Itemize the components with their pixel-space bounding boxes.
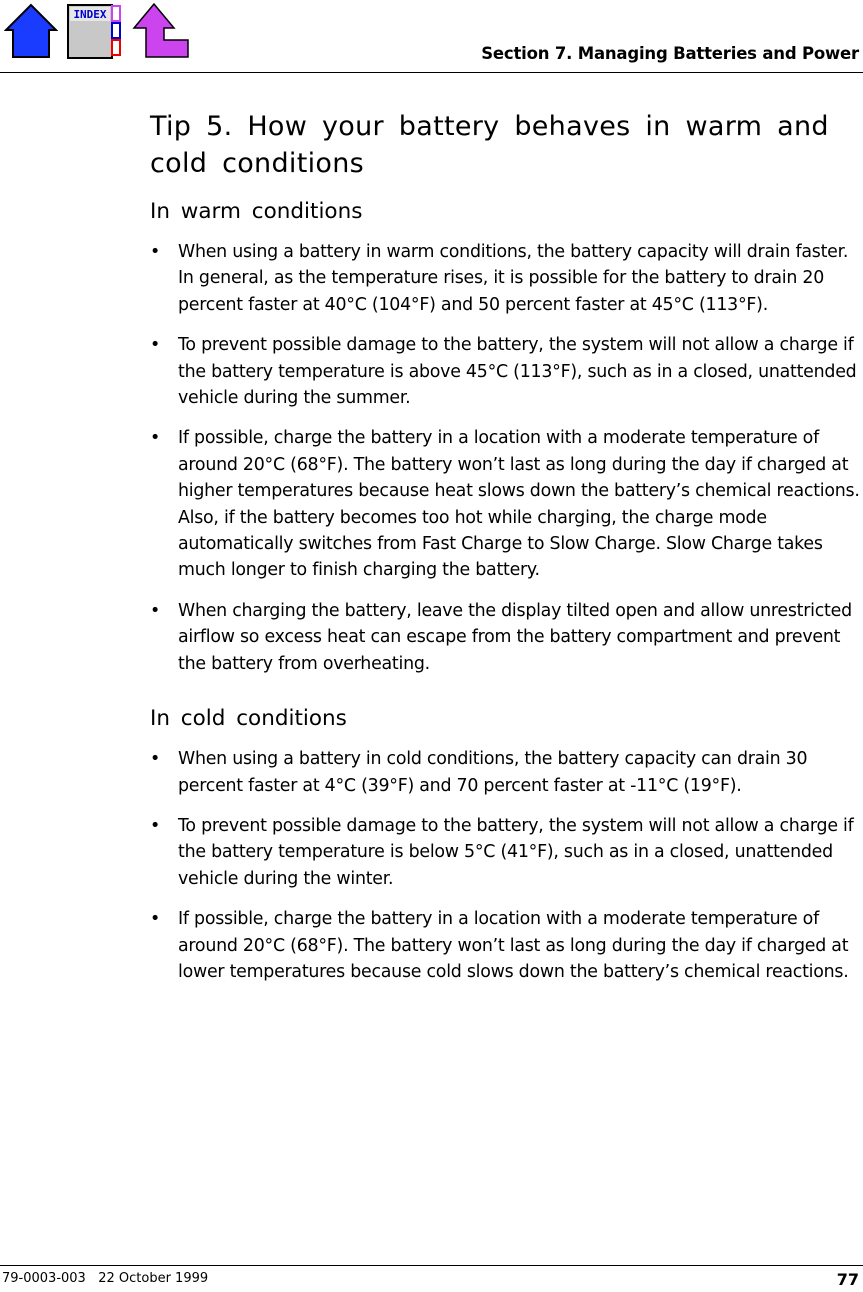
cold-conditions-heading: In cold conditions <box>150 706 347 732</box>
list-item <box>150 332 860 411</box>
list-item-text: When charging the battery, leave the display tilted open and allow unrestricted airflow so excess heat can escape from the battery compartment and prevent the battery from overheating. <box>178 600 852 674</box>
bullet-icon: • <box>150 815 161 836</box>
list-item <box>150 813 860 892</box>
bullet-icon: • <box>150 242 161 262</box>
list-item-text: When using a battery in warm conditions, the battery capacity will drain faster. In general, as the temperature rises, it is possible for the battery to drain 20 percent faster at 40°C (104°F) and 50 percent faster at 45°C (113°F). <box>178 242 849 315</box>
bullet-icon: • <box>150 600 161 621</box>
list-item-text: To prevent possible damage to the battery, the system will not allow a charge if the battery temperature is below 5°C (41°F), such as in a closed, unattended vehicle during the winter. <box>178 815 854 889</box>
list-item-text: When using a battery in cold conditions, the battery capacity can drain 30 percent faster at 4°C (39°F) and 70 percent faster at -11°C (19°F). <box>178 749 808 796</box>
main-content <box>150 108 860 999</box>
index-icon[interactable] <box>66 2 124 60</box>
warm-conditions-heading: In warm conditions <box>150 199 363 224</box>
back-arrow-icon[interactable] <box>132 2 192 60</box>
home-icon[interactable] <box>4 2 58 60</box>
index-label: INDEX <box>73 8 107 21</box>
list-item-text: If possible, charge the battery in a location with a moderate temperature of around 20°C (68°F). The battery won’t last as long during the day if charged at higher temperatures because heat slows down the battery’s chemical reactions. Also, if the battery becomes too hot while charging, the charge mode automatically switches from Fast Charge to Slow Charge. Slow Charge takes much longer to finish charging the battery. <box>178 428 860 581</box>
document-id-date: 79-0003-003 22 October 1999 <box>2 1271 209 1286</box>
footer-rule <box>0 1265 863 1266</box>
list-item <box>150 425 860 583</box>
list-item <box>150 239 860 318</box>
cold-conditions-list <box>150 746 860 985</box>
list-item <box>150 746 860 799</box>
list-item-text: To prevent possible damage to the battery, the system will not allow a charge if the battery temperature is above 45°C (113°F), such as in a closed, unattended vehicle during the summer. <box>178 335 857 409</box>
bullet-icon: • <box>150 335 161 356</box>
page-number: 77 <box>836 1270 859 1289</box>
list-item <box>150 906 860 985</box>
page-title: Tip 5. How your battery behaves in warm and cold conditions <box>150 111 829 179</box>
warm-conditions-list <box>150 239 860 677</box>
bullet-icon: • <box>150 749 161 770</box>
bullet-icon: • <box>150 428 161 449</box>
bullet-icon: • <box>150 909 161 930</box>
section-title: Section 7. Managing Batteries and Power <box>481 44 859 63</box>
header-rule <box>0 72 863 73</box>
list-item <box>150 598 860 677</box>
list-item-text: If possible, charge the battery in a location with a moderate temperature of around 20°C (68°F). The battery won’t last as long during the day if charged at lower temperatures because cold slows down the battery’s chemical reactions. <box>178 909 849 982</box>
navigation-bar <box>4 2 192 60</box>
